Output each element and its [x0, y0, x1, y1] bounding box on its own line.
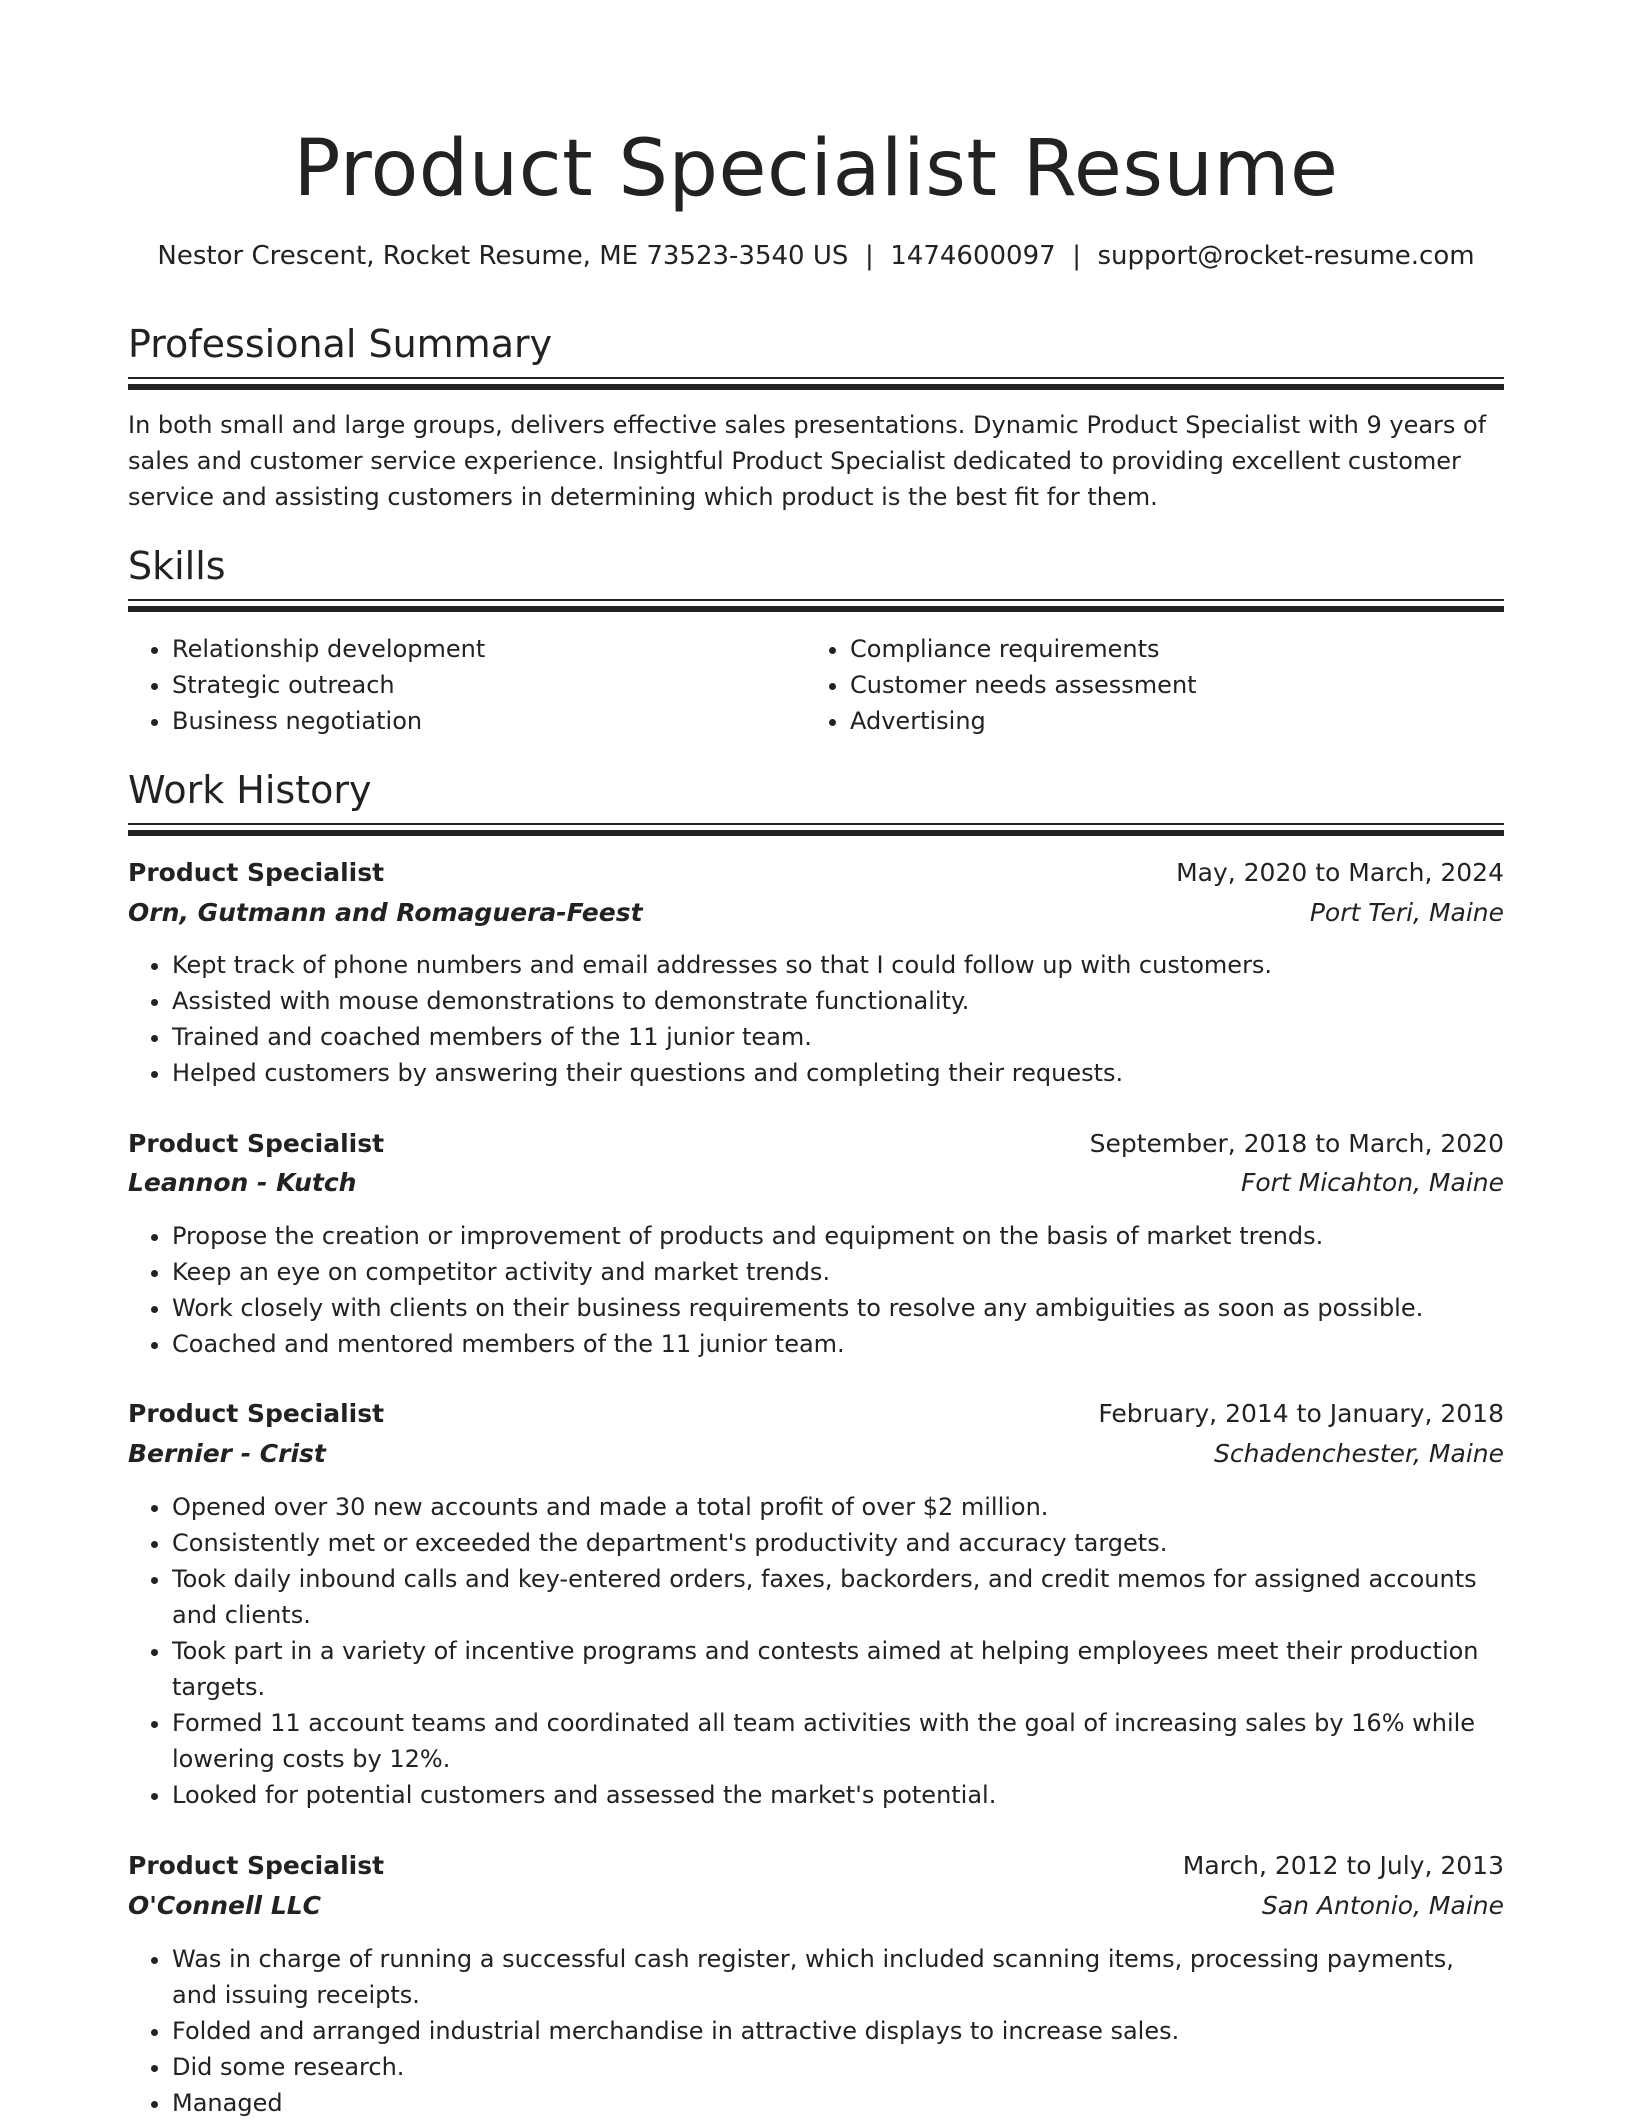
- job-bullet: • Propose the creation or improvement of products and equipment on the basis of market trends.: [172, 1218, 1504, 1254]
- job-bullet: • Looked for potential customers and assessed the market's potential.: [172, 1777, 1504, 1813]
- job-bullets: [128, 1941, 1504, 2121]
- job-location: San Antonio, Maine: [1261, 1891, 1504, 1920]
- job-location: Schadenchester, Maine: [1214, 1439, 1504, 1468]
- job-bullet: • Opened over 30 new accounts and made a total profit of over $2 million.: [172, 1489, 1504, 1525]
- job-bullet: • Trained and coached members of the 11 junior team.: [172, 1019, 1504, 1055]
- job-dates: September, 2018 to March, 2020: [1089, 1129, 1504, 1158]
- job-bullet: • Folded and arranged industrial merchandise in attractive displays to increase sales.: [172, 2013, 1504, 2049]
- contact-line: [0, 238, 1632, 274]
- job-bullet: • Managed: [172, 2085, 1504, 2121]
- job-bullets: [128, 947, 1504, 1091]
- contact-address: Nestor Crescent, Rocket Resume, ME 73523-3540 US: [157, 241, 849, 271]
- skill-item: • Relationship development: [172, 631, 792, 667]
- job-bullet: • Did some research.: [172, 2049, 1504, 2085]
- job-bullet: • Formed 11 account teams and coordinated all team activities with the goal of increasing sales by 16% while lowering costs by 12%.: [172, 1705, 1504, 1777]
- job-title: Product Specialist: [128, 1851, 385, 1880]
- skills-list-left: [128, 631, 792, 739]
- contact-separator: |: [864, 241, 874, 271]
- job-bullet: • Was in charge of running a successful cash register, which included scanning items, processing payments, and issuing receipts.: [172, 1941, 1504, 2013]
- job-company: Bernier - Crist: [128, 1439, 326, 1468]
- job-bullet: • Keep an eye on competitor activity and market trends.: [172, 1254, 1504, 1290]
- job-bullet: • Took daily inbound calls and key-entered orders, faxes, backorders, and credit memos for assigned accounts and clients.: [172, 1561, 1504, 1633]
- contact-email[interactable]: support@rocket-resume.com: [1097, 241, 1475, 271]
- job-bullets: [128, 1489, 1504, 1813]
- job-dates: February, 2014 to January, 2018: [1098, 1399, 1504, 1428]
- contact-phone: 1474600097: [890, 241, 1056, 271]
- skill-item: • Business negotiation: [172, 703, 792, 739]
- section-divider: [128, 599, 1504, 612]
- job-title: Product Specialist: [128, 858, 385, 887]
- job-bullet: • Consistently met or exceeded the department's productivity and accuracy targets.: [172, 1525, 1504, 1561]
- job-company: Orn, Gutmann and Romaguera-Feest: [128, 898, 643, 927]
- job-bullet: • Helped customers by answering their questions and completing their requests.: [172, 1055, 1504, 1091]
- job-location: Port Teri, Maine: [1309, 898, 1504, 927]
- job-title: Product Specialist: [128, 1129, 385, 1158]
- job-dates: May, 2020 to March, 2024: [1176, 858, 1504, 887]
- resume-title: Product Specialist Resume: [293, 124, 1339, 214]
- job-dates: March, 2012 to July, 2013: [1182, 1851, 1504, 1880]
- job-bullet: • Coached and mentored members of the 11 junior team.: [172, 1326, 1504, 1362]
- job-bullet: • Kept track of phone numbers and email addresses so that I could follow up with customers.: [172, 947, 1504, 983]
- summary-heading: Professional Summary: [128, 322, 553, 366]
- skill-item: • Advertising: [850, 703, 1510, 739]
- job-bullets: [128, 1218, 1504, 1362]
- contact-separator: |: [1072, 241, 1081, 271]
- job-bullet: • Took part in a variety of incentive programs and contests aimed at helping employees meet their production targets.: [172, 1633, 1504, 1705]
- section-divider: [128, 377, 1504, 390]
- job-bullet: • Assisted with mouse demonstrations to demonstrate functionality.: [172, 983, 1504, 1019]
- skill-item: • Compliance requirements: [850, 631, 1510, 667]
- skills-list-right: [806, 631, 1510, 739]
- skill-item: • Customer needs assessment: [850, 667, 1510, 703]
- job-company: Leannon - Kutch: [128, 1168, 357, 1197]
- job-bullet: • Work closely with clients on their business requirements to resolve any ambiguities as soon as possible.: [172, 1290, 1504, 1326]
- work-heading: Work History: [128, 768, 372, 812]
- job-location: Fort Micahton, Maine: [1240, 1168, 1504, 1197]
- job-company: O'Connell LLC: [128, 1891, 322, 1920]
- skill-item: • Strategic outreach: [172, 667, 792, 703]
- skills-heading: Skills: [128, 544, 226, 588]
- summary-text: In both small and large groups, delivers effective sales presentations. Dynamic Product Specialist with 9 years of sales and customer service experience. Insightful Product Specialist dedicated to providing excellent customer service and assisting customers in determining which product is the best fit for them.: [128, 411, 1487, 511]
- job-title: Product Specialist: [128, 1399, 385, 1428]
- section-divider: [128, 823, 1504, 836]
